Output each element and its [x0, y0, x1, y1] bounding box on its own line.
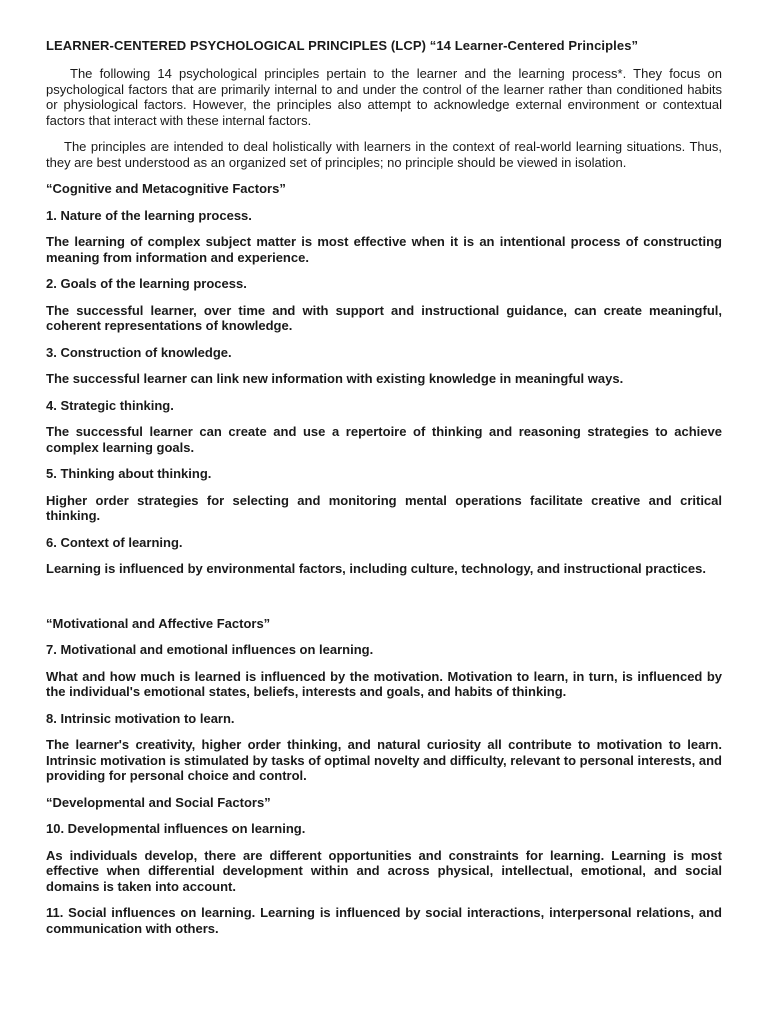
principle-7-title: 7. Motivational and emotional influences on learning.: [46, 642, 374, 657]
principle-4-description: The successful learner can create and use a repertoire of thinking and reasoning strategies to achieve complex learning goals.: [46, 424, 722, 455]
intro-paragraph-2: The principles are intended to deal holistically with learners in the context of real-world learning situations. Thus, they are best understood as an organized set of principles; no principle should be viewed in isolation.: [46, 139, 722, 170]
intro-paragraph-1: The following 14 psychological principles pertain to the learner and the learning process*. They focus on psychological factors that are primarily internal to and under the control of the learner rather than conditioned habits or physiological factors. However, the principles also attempt to acknowledge external environment or contextual factors that interact with these internal factors.: [46, 66, 722, 128]
principle-1-title: 1. Nature of the learning process.: [46, 207, 252, 223]
principle-10-description: As individuals develop, there are different opportunities and constraints for learning. Learning is most effective when differential development within and across physical, intellectual, emotional, and social domains is taken into account.: [46, 847, 722, 894]
principle-3-description: The successful learner can link new information with existing knowledge in meaningful ways.: [46, 371, 624, 386]
principle-6-description: Learning is influenced by environmental factors, including culture, technology, and instructional practices.: [46, 561, 706, 576]
principle-4-title: 4. Strategic thinking.: [46, 397, 174, 413]
section-heading-developmental: “Developmental and Social Factors”: [46, 794, 271, 810]
section-heading-motivational: “Motivational and Affective Factors”: [46, 615, 271, 631]
principle-5-title: 5. Thinking about thinking.: [46, 466, 212, 481]
section-heading-cognitive: “Cognitive and Metacognitive Factors”: [46, 181, 286, 196]
principle-10-title: 10. Developmental influences on learning.: [46, 821, 306, 836]
principle-8-description: The learner's creativity, higher order thinking, and natural curiosity all contribute to motivation to learn. Intrinsic motivation is stimulated by tasks of optimal novelty and difficulty, relevant to personal interests, and providing for personal choice and control.: [46, 737, 722, 783]
principle-1-description: The learning of complex subject matter is most effective when it is an intentional process of constructing meaning from information and experience.: [46, 234, 722, 265]
principle-5-description: Higher order strategies for selecting and monitoring mental operations facilitate creative and critical thinking.: [46, 492, 722, 523]
principle-7-description: What and how much is learned is influenced by the motivation. Motivation to learn, in turn, is influenced by the individual's emotional states, beliefs, interests and goals, and habits of thinking.: [46, 668, 722, 699]
principle-6-title: 6. Context of learning.: [46, 534, 183, 550]
principle-2-description: The successful learner, over time and with support and instructional guidance, can create meaningful, coherent representations of knowledge.: [46, 302, 722, 333]
principle-8-title: 8. Intrinsic motivation to learn.: [46, 710, 235, 726]
principle-3-title: 3. Construction of knowledge.: [46, 344, 232, 360]
principle-2-title: 2. Goals of the learning process.: [46, 276, 247, 291]
principle-11-inline: 11. Social influences on learning. Learning is influenced by social interactions, interpersonal relations, and communication with others.: [46, 905, 722, 936]
page-title: LEARNER-CENTERED PSYCHOLOGICAL PRINCIPLES (LCP) “14 Learner-Centered Principles”: [46, 38, 639, 53]
